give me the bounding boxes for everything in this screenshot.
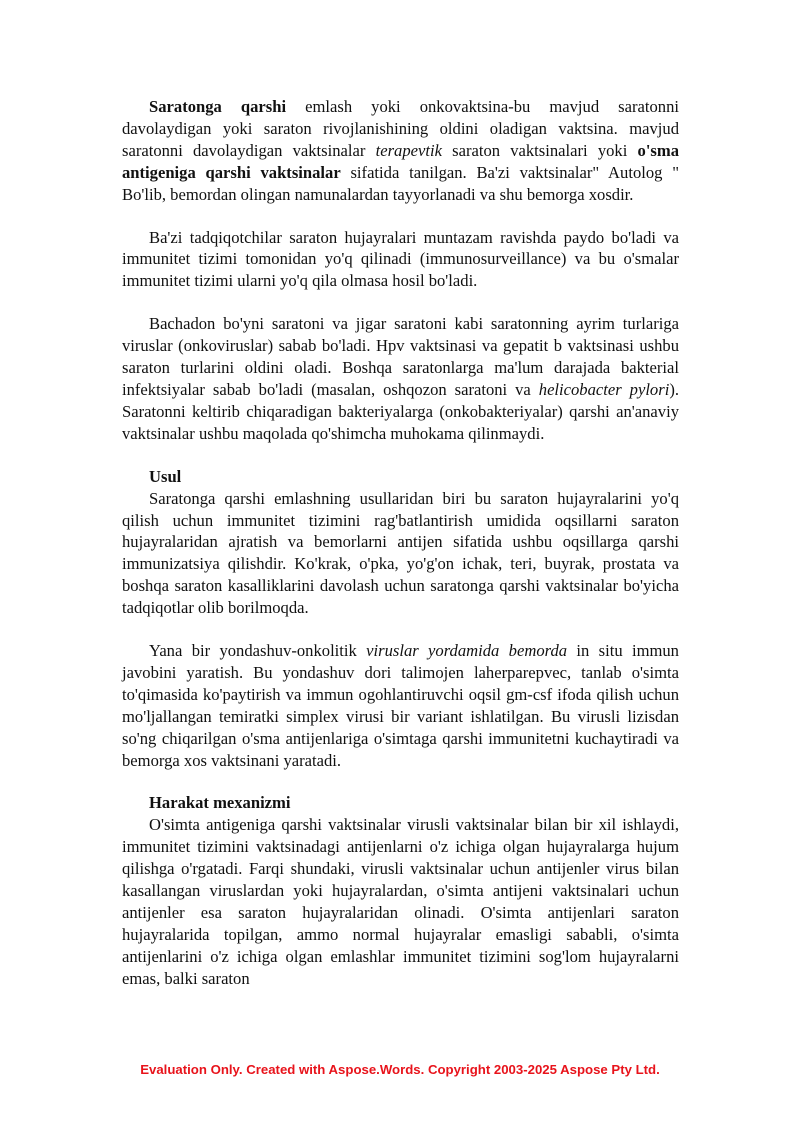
italic-term-helicobacter: helicobacter pylori xyxy=(538,379,670,399)
paragraph-immunosurveillance: Ba'zi tadqiqotchilar saraton hujayralari muntazam ravishda paydo bo'ladi va immunitet tizimi tomonidan yo'q qilinadi (immunosurveillance) va bu o'smalar immunitet tizimi ularni yo'q qila olmasa hosil bo'ladi. xyxy=(122,227,679,291)
italic-term-terapevtik: terapevtik xyxy=(375,140,442,160)
italic-term-viruslar: viruslar yordamida bemorda xyxy=(366,641,568,661)
paragraph-onkoviruslar: Bachadon bo'yni saratoni va jigar saratoni kabi saratonning ayrim turlariga viruslar (onkoviruslar) sabab bo'ladi. Hpv vaktsinasi va gepatit b vaktsinasi ushbu saraton turlarini oldini oladi. Boshqa saratonlarga ma'lum darajada bakterial infektsiyalar sabab bo'ladi (masalan, oshqozon saratoni va helicobacter pylori). Saratonni keltirib chiqaradigan bakteriyalarga (onkobakteriyalar) qarshi an'anaviy vaktsinalar ushbu maqolada qo'shimcha muhokama qilinmaydi. xyxy=(122,314,679,443)
bold-term-saratonga-qarshi: Saratonga qarshi xyxy=(149,97,287,116)
paragraph-onkolitik: Yana bir yondashuv-onkolitik viruslar yordamida bemorda in situ immun javobini yaratish. Bu yondashuv dori talimojen laherparepvec, tanlab o'simta to'qimasida ko'paytirish va immun ogohlantiruvchi oqsil gm-csf ifoda qilish uchun mo'ljallangan temiratki simplex virusi bir variant ishlatilgan. Bu virusli lizisdan so'ng chiqarilgan o'sma antijenlariga o'simtaga qarshi immunitetni kuchaytiradi va bemorga xos vaktsinani yaratadi. xyxy=(122,641,679,770)
paragraph-intro: Saratonga qarshi emlash yoki onkovaktsina-bu mavjud saratonni davolaydigan yoki saraton rivojlanishining oldini oladigan vaktsina. mavjud saratonni davolaydigan vaktsinalar terapevtik saraton vaktsinalari yoki o'sma antigeniga qarshi vaktsinalar sifatida tanilgan. Ba'zi vaktsinalar" Autolog " Bo'lib, bemordan olingan namunalardan tayyorlanadi va shu bemorga xosdir. xyxy=(122,97,680,204)
bold-term-osma-antigeniga: o'sma antigeniga qarshi vaktsinalar xyxy=(122,140,679,182)
paragraph-usul: Saratonga qarshi emlashning usullaridan biri bu saraton hujayralarini yo'q qilish uchun immunitet tizimini rag'batlantirish umidida oqsillarni saraton hujayralaridan ajratish va bemorlarni antijen sifatida ushbu oqsillarga qarshi immunizatsiya qilishdir. Ko'krak, o'pka, yo'g'on ichak, teri, buyrak, prostata va boshqa saraton kasalliklarini davolash uchun saratonga qarshi vaktsinalar bo'yicha tadqiqotlar olib borilmoqda. xyxy=(122,488,679,618)
heading-usul: Usul xyxy=(149,466,182,486)
heading-harakat-mexanizmi: Harakat mexanizmi xyxy=(149,793,291,813)
document-page xyxy=(122,96,679,990)
evaluation-watermark-footer: Evaluation Only. Created with Aspose.Words. Copyright 2003-2025 Aspose Pty Ltd. xyxy=(140,1062,660,1077)
paragraph-mexanizm: O'simta antigeniga qarshi vaktsinalar virusli vaktsinalar bilan bir xil ishlaydi, immunitet tizimini vaktsinadagi antijenlarni o'z ichiga olgan hujayralarga hujum qilishga o'rgatadi. Farqi shundaki, virusli vaktsinalar uchun antijenler virus bilan kasallangan viruslardan yoki hujayralardan, o'simta antijeni vaktsinalari uchun antijenler esa saraton hujayralaridan olinadi. O'simta antijenlari saraton hujayralarida topilgan, ammo normal hujayralar emasligi sababli, o'simta antijenlarini o'z ichiga olgan emlashlar immunitet tizimini sog'lom hujayralarni emas, balki saraton xyxy=(122,815,679,988)
